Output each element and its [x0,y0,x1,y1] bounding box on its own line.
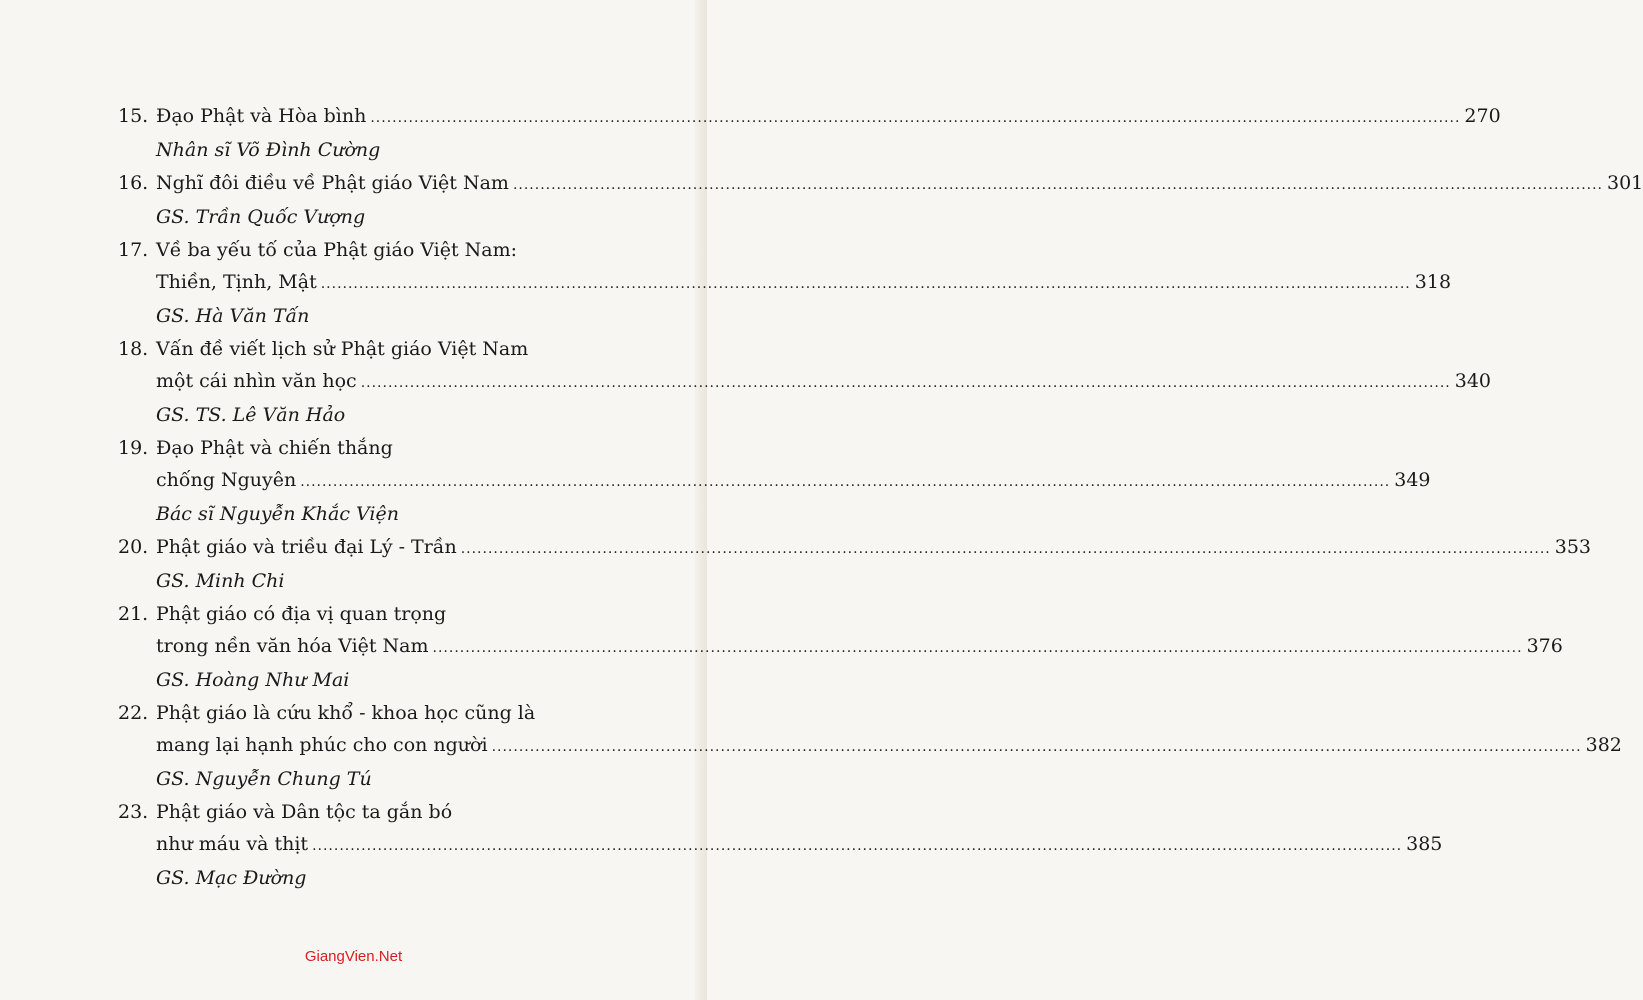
toc-entry-line [118,697,610,729]
toc-entry-line [118,365,1492,399]
toc-entry-15 [118,100,1501,166]
entry-number: 18. [118,338,149,360]
leader-dots: ........................................................................................................................................................................................................ [491,739,1582,755]
entry-page-number: 340 [1454,370,1492,392]
entry-title-continued: Thiền, Tịnh, Mật [156,271,317,293]
entry-page-number: 385 [1406,833,1443,855]
entry-title-continued: mang lại hạnh phúc cho con người [156,734,488,756]
entry-author: GS. Minh Chi [156,570,285,592]
entry-number: 16. [118,172,149,194]
entry-title: Về ba yếu tố của Phật giáo Việt Nam: [156,239,518,261]
toc-entry-line [118,531,1592,565]
leader-dots: ........................................................................................................................................................................................................ [312,838,1403,854]
toc-entry-line [118,432,610,464]
entry-author: GS. Hà Văn Tấn [156,305,310,327]
toc-entry-21 [118,598,1563,696]
toc-entry-16 [118,167,1643,233]
entry-title: Đạo Phật và chiến thắng [156,437,393,459]
entry-number: 15. [118,105,149,127]
entry-author: Bác sĩ Nguyễn Khắc Viện [156,503,399,525]
toc-entry-line [118,234,610,266]
entry-title-continued: chống Nguyên [156,469,297,491]
entry-number: 23. [118,801,149,823]
entry-number: 20. [118,536,149,558]
entry-page-number: 301 [1607,172,1643,194]
toc-entry-22 [118,697,1622,795]
entry-number: 21. [118,603,149,625]
entry-author: GS. Hoàng Như Mai [156,669,350,691]
entry-author: GS. Nguyễn Chung Tú [156,768,372,790]
toc-entry-line [118,333,610,365]
toc-entry-line [118,828,1443,862]
entry-number: 17. [118,239,149,261]
toc-entry-line [118,796,610,828]
toc-entry-19 [118,432,1431,530]
entry-title-continued: một cái nhìn văn học [156,370,357,392]
leader-dots: ........................................................................................................................................................................................................ [370,110,1461,126]
leader-dots: ........................................................................................................................................................................................................ [300,474,1391,490]
watermark: GiangVien.Net [304,948,403,965]
entry-title: Đạo Phật và Hòa bình [156,105,367,127]
leader-dots: ........................................................................................................................................................................................................ [460,541,1551,557]
entry-author: GS. Mạc Đường [156,867,307,889]
entry-author: Nhân sĩ Võ Đình Cường [156,139,381,161]
leader-dots: ........................................................................................................................................................................................................ [360,375,1451,391]
entry-author: GS. Trần Quốc Vượng [156,206,366,228]
toc-entry-18 [118,333,1492,431]
entry-number: 19. [118,437,149,459]
entry-title-continued: như máu và thịt [156,833,309,855]
toc-entry-17 [118,234,1452,332]
entry-title: Phật giáo và Dân tộc ta gắn bó [156,801,453,823]
entry-title: Phật giáo và triều đại Lý - Trần [156,536,457,558]
entry-title: Nghĩ đôi điều về Phật giáo Việt Nam [156,172,509,194]
entry-page-number: 353 [1554,536,1592,558]
toc-entry-line [118,729,1622,763]
toc-entry-line [118,167,1643,201]
entry-page-number: 376 [1526,635,1563,657]
entry-number: 22. [118,702,149,724]
entry-title-continued: trong nền văn hóa Việt Nam [156,635,429,657]
toc-entry-20 [118,531,1592,597]
entry-page-number: 382 [1585,734,1622,756]
toc-entry-line [118,266,1452,300]
leader-dots: ........................................................................................................................................................................................................ [432,640,1523,656]
entry-page-number: 349 [1394,469,1431,491]
entry-title: Phật giáo có địa vị quan trọng [156,603,447,625]
entry-page-number: 318 [1414,271,1452,293]
toc-entry-line [118,630,1563,664]
toc-entry-line [118,464,1431,498]
entry-author: GS. TS. Lê Văn Hảo [156,404,346,426]
toc-entry-23 [118,796,1443,894]
entry-title: Vấn đề viết lịch sử Phật giáo Việt Nam [156,338,529,360]
toc-entry-line [118,100,1501,134]
table-of-contents [118,100,1643,895]
entry-title: Phật giáo là cứu khổ - khoa học cũng là [156,702,536,724]
leader-dots: ........................................................................................................................................................................................................ [320,276,1411,292]
leader-dots: ........................................................................................................................................................................................................ [512,177,1603,193]
entry-page-number: 270 [1464,105,1501,127]
toc-entry-line [118,598,610,630]
